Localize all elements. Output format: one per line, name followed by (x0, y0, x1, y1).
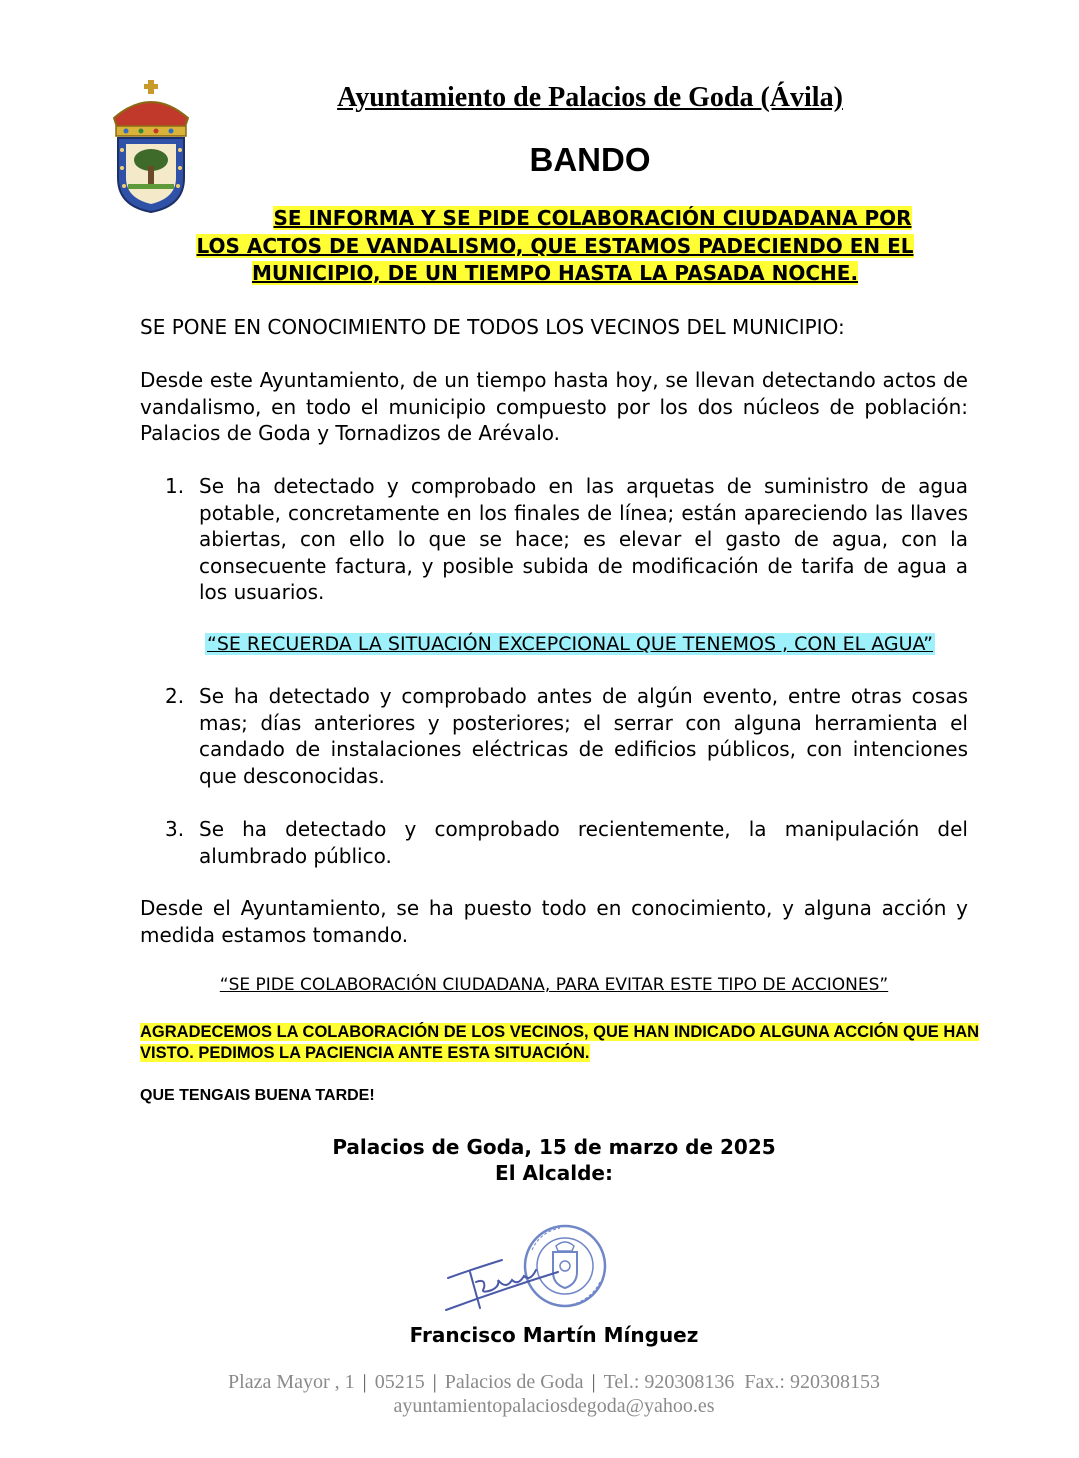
list-item (165, 473, 968, 606)
thanks-text: AGRADECEMOS LA COLABORACIÓN DE LOS VECINOS, QUE HAN INDICADO ALGUNA ACCIÓN QUE HAN VISTO. PEDIMOS LA PACIENCIA ANTE ESTA SITUACIÓN. (140, 1023, 980, 1062)
water-note-text: “SE RECUERDA LA SITUACIÓN EXCEPCIONAL QUE TENEMOS , CON EL AGUA” (206, 633, 934, 655)
official-seal-icon (525, 1226, 605, 1306)
headline-banner (150, 205, 960, 288)
closing-greeting: QUE TENGAIS BUENA TARDE! (140, 1087, 375, 1104)
signer-role: El Alcalde: (495, 1161, 613, 1185)
document-type-title: BANDO (529, 141, 651, 178)
list-item (165, 683, 968, 789)
footer-phone: Tel.: 920308136 (603, 1371, 735, 1393)
water-situation-note (140, 631, 1000, 657)
signature-and-seal (440, 1220, 620, 1320)
list-item-number: 3. (165, 817, 185, 841)
footer-address: Plaza Mayor , 1 (228, 1371, 355, 1393)
footer-line-1: Plaza Mayor , 1 | 05215 | Palacios de Goda | Tel.: 920308136 Fax.: 920308153 (228, 1371, 880, 1393)
headline-line-3: MUNICIPIO, DE UN TIEMPO HASTA LA PASADA NOCHE. (251, 261, 859, 285)
collaboration-note: “SE PIDE COLABORACIÓN CIUDADANA, PARA EVITAR ESTE TIPO DE ACCIONES” (219, 975, 889, 995)
thanks-banner (140, 1022, 980, 1064)
list-item (165, 816, 968, 869)
footer-postal-code: 05215 (374, 1371, 425, 1393)
paragraph-vandalism: Desde este Ayuntamiento, de un tiempo hasta hoy, se llevan detectando actos de vandalismo, en todo el municipio compuesto por los dos núcleos de población: Palacios de Goda y Tornadizos de Arévalo. (140, 368, 968, 445)
footer-town: Palacios de Goda (444, 1371, 584, 1393)
handwritten-signature-icon (446, 1260, 558, 1310)
intro-statement: SE PONE EN CONOCIMIENTO DE TODOS LOS VECINOS DEL MUNICIPIO: (140, 315, 845, 339)
signer-name: Francisco Martín Mínguez (409, 1323, 699, 1347)
organization-title: Ayuntamiento de Palacios de Goda (Ávila) (337, 82, 843, 113)
footer-contact (100, 1370, 1008, 1418)
list-item-text: Se ha detectado y comprobado en las arquetas de suministro de agua potable, concretamente en los finales de línea; están apareciendo las llaves abiertas, con ello lo que se hace; es elevar el gasto de agua, con la consecuente factura, y posible subida de modificación de tarifa de agua a los usuarios. (199, 474, 968, 604)
list-item-number: 1. (165, 474, 185, 498)
footer-email[interactable]: ayuntamientopalaciosdegoda@yahoo.es (393, 1395, 715, 1417)
headline-line-2: LOS ACTOS DE VANDALISMO, QUE ESTAMOS PADECIENDO EN EL (196, 233, 914, 258)
list-item-number: 2. (165, 684, 185, 708)
place-and-date: Palacios de Goda, 15 de marzo de 2025 (332, 1135, 776, 1159)
footer-fax: Fax.: 920308153 (744, 1371, 880, 1393)
list-item-text: Se ha detectado y comprobado antes de algún evento, entre otras cosas mas; días anteriores y posteriores; el serrar con alguna herramienta el candado de instalaciones eléctricas de edificios públicos, con intenciones que desconocidas. (199, 684, 968, 788)
list-item-text: Se ha detectado y comprobado recientemente, la manipulación del alumbrado público. (199, 817, 968, 868)
headline-line-1: SE INFORMA Y SE PIDE COLABORACIÓN CIUDADANA POR (273, 206, 912, 230)
paragraph-actions: Desde el Ayuntamiento, se ha puesto todo en conocimiento, y alguna acción y medida estamos tomando. (140, 896, 968, 947)
